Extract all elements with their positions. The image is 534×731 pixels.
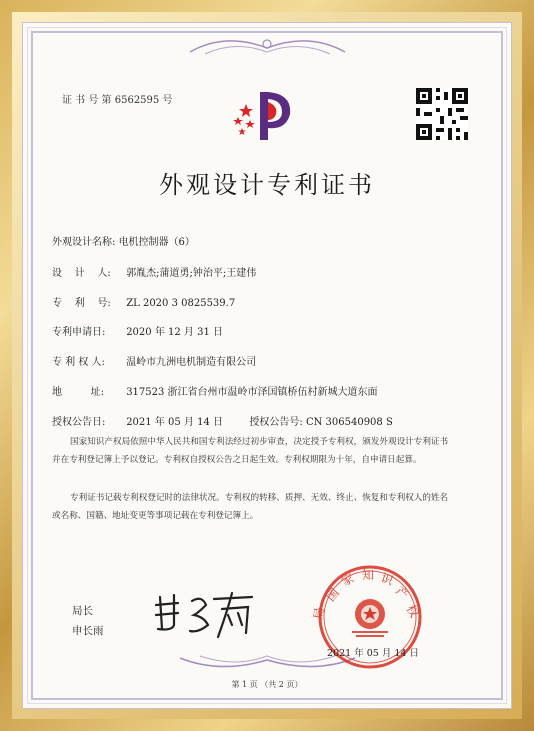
certificate-title: 外观设计专利证书	[159, 171, 375, 199]
apply-date-row	[52, 323, 223, 338]
patent-no-label: 专 利 号:	[52, 298, 111, 309]
svg-text:局: 局	[311, 606, 328, 621]
patent-no-row	[52, 294, 235, 309]
svg-text:国: 国	[323, 585, 343, 604]
grant-date-value: 2021 年 05 月 14 日	[126, 417, 223, 428]
patent-no-value: ZL 2020 3 0825539.7	[126, 298, 236, 309]
cert-no-label: 证 书 号 第	[62, 95, 112, 106]
director-title: 局长	[72, 605, 93, 617]
address-label: 地 址:	[52, 387, 104, 398]
patentee-label: 专 利 权 人:	[52, 357, 105, 368]
grant-date-label: 授权公告日:	[52, 417, 106, 428]
notice-paragraph-1: 国家知识产权局依照中华人民共和国专利法经过初步审查，决定授予专利权，颁发外观设计专利证书并在专利登记簿上予以登记。专利权自授权公告之日起生效。专利权期限为十年，自申请日起算。	[52, 437, 449, 465]
apply-date-label: 专利申请日:	[52, 327, 106, 338]
page-number: 第 1 页 （共 2 页）	[231, 680, 303, 689]
seal-date: 2021 年 05 月 14 日	[327, 648, 419, 659]
svg-text:识: 识	[378, 570, 396, 588]
designer-row	[52, 264, 256, 279]
grant-no-label: 授权公告号:	[249, 417, 303, 428]
notice-paragraph-2: 专利证书记载专利权登记时的法律状况。专利权的转移、质押、无效、终止、恢复和专利权人的姓名或名称、国籍、地址变更等事项记载在专利登记簿上。	[52, 493, 449, 521]
svg-text:产: 产	[393, 583, 412, 603]
designer-value: 郭胤杰;蒲道勇;钟治平;王建伟	[126, 268, 257, 279]
director-signature-icon	[148, 585, 258, 645]
address-value: 317523 浙江省台州市温岭市泽国镇桥伍村新城大道东面	[126, 387, 378, 398]
apply-date-value: 2020 年 12 月 31 日	[126, 327, 223, 338]
grant-no-value: CN 306540908 S	[305, 417, 393, 428]
grant-row	[52, 413, 393, 428]
designer-label: 设 计 人:	[52, 268, 111, 279]
design-name-label: 外观设计名称:	[52, 237, 116, 248]
svg-text:知: 知	[362, 568, 375, 582]
certificate-number	[62, 91, 172, 106]
patentee-value: 温岭市九洲电机制造有限公司	[126, 357, 257, 368]
patentee-row	[52, 353, 256, 368]
director-name: 申长雨	[72, 625, 104, 637]
cert-no-suffix: 号	[162, 95, 173, 106]
top-ornament-icon	[185, 30, 350, 60]
svg-text:家: 家	[339, 570, 357, 589]
cnipa-logo-icon	[228, 82, 298, 144]
svg-text:权: 权	[403, 602, 422, 620]
address-row	[52, 383, 378, 398]
qr-code-icon	[416, 88, 468, 140]
design-name-row	[52, 233, 195, 248]
cert-no-value: 6562595	[114, 95, 160, 106]
design-name-value: 电机控制器（6）	[118, 237, 195, 248]
